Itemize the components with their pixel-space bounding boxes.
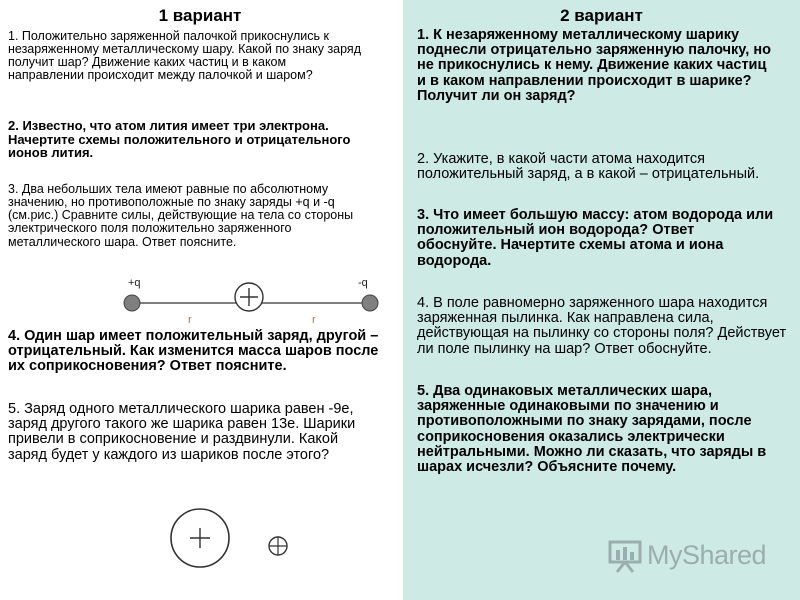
- v1-question-1: 1. Положительно заряженной палочкой прикоснулись к незаряженному металлическому шару. Какой по знаку заряд получит шар? Движение каких частиц и в каком направлении происходит между палочкой и шаром?: [8, 29, 361, 83]
- v2-question-5: 5. Два одинаковых металлических шара, заряженные одинаковыми по значению и противоположными по знаку зарядами, после соприкосновения оказались электрически нейтральными. Можно ли сказать, что заряды в шарах исчезли? Объясните почему.: [417, 383, 767, 476]
- ball-plus-q: [124, 295, 140, 311]
- ball-minus-q: [362, 295, 378, 311]
- v1-question-5: 5. Заряд одного металлического шарика равен -9е, заряд другого такого же шарика равен 13е. Шарики привели в соприкосновение и раздвинули. Какой заряд будет у каждого из шариков после этого?: [8, 401, 356, 463]
- v1-question-4: 4. Один шар имеет положительный заряд, другой – отрицательный. Как изменится масса шаров после их соприкосновения? Ответ поясните.: [8, 328, 379, 375]
- v1-spheres-figure: [160, 500, 300, 580]
- v1-question-3: 3. Два небольших тела имеют равные по абсолютному значению, но противоположные по знаку заряды +q и -q (см.рис.) Сравните силы, действующие на тела со стороны электрического поля положительно заряженного металлического шара. Ответ поясните.: [8, 182, 354, 249]
- v1-question-2: 2. Известно, что атом лития имеет три электрона. Начертите схемы положительного и отрицательного ионов лития.: [8, 118, 351, 161]
- variant-2-title: 2 вариант: [560, 6, 643, 25]
- label-minus-q: -q: [358, 277, 368, 289]
- presentation-board-icon: [607, 538, 643, 574]
- v1-field-figure: [120, 276, 390, 336]
- label-plus-q: +q: [128, 277, 141, 289]
- v2-question-4: 4. В поле равномерно заряженного шара находится заряженная пылинка. Как направлена сила, действующая на пылинку со стороны поля? Действует ли поле пылинку на шар? Ответ обоснуйте.: [417, 295, 787, 357]
- label-r-right: r: [312, 314, 316, 326]
- v2-question-1: 1. К незаряженному металлическому шарику поднесли отрицательно заряженную палочку, но не прикоснулись к нему. Движение каких частиц и в каком направлении происходит в шарике? Получит ли он заряд?: [417, 27, 771, 104]
- v2-question-3: 3. Что имеет большую массу: атом водорода или положительный ион водорода? Ответ обоснуйте. Начертите схемы атома и иона водорода.: [417, 207, 774, 269]
- label-r-left: r: [188, 314, 192, 326]
- variant-2-column: [403, 0, 800, 600]
- watermark-text: MyShared: [647, 540, 767, 570]
- v2-question-2: 2. Укажите, в какой части атома находится положительный заряд, а в какой – отрицательный.: [417, 151, 760, 183]
- myshared-watermark: [607, 536, 777, 576]
- variant-1-title: 1 вариант: [158, 6, 242, 25]
